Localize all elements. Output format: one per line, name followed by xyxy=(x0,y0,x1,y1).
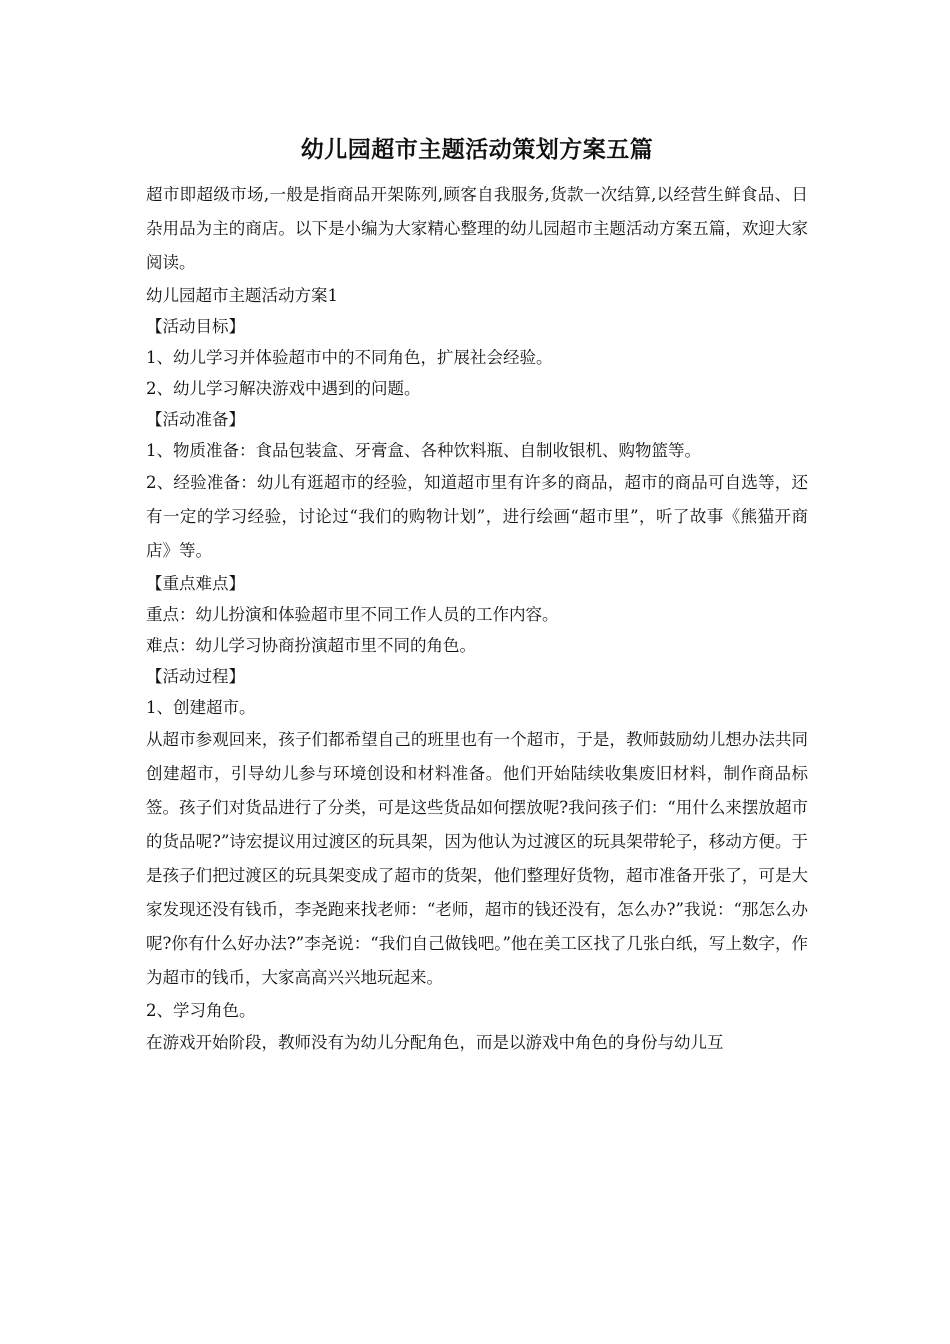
goals-heading: 【活动目标】 xyxy=(146,317,245,336)
process-heading: 【活动过程】 xyxy=(146,667,245,686)
key-points-heading: 【重点难点】 xyxy=(146,574,245,593)
preparation-item-2: 2、经验准备：幼儿有逛超市的经验，知道超市里有许多的商品，超市的商品可自选等，还有一定的学习经验，讨论过“我们的购物计划”，进行绘画“超市里”，听了故事《熊猫开商店》等。 xyxy=(146,473,808,560)
step-1-title: 1、创建超市。 xyxy=(146,698,256,717)
goal-item-2: 2、幼儿学习解决游戏中遇到的问题。 xyxy=(146,379,421,398)
plan-1-title: 幼儿园超市主题活动方案1 xyxy=(146,286,338,305)
difficult-point: 难点：幼儿学习协商扮演超市里不同的角色。 xyxy=(146,636,476,655)
document-page xyxy=(146,130,808,1060)
key-point: 重点：幼儿扮演和体验超市里不同工作人员的工作内容。 xyxy=(146,605,559,624)
step-2-body: 在游戏开始阶段，教师没有为幼儿分配角色，而是以游戏中角色的身份与幼儿互 xyxy=(146,1033,724,1052)
intro-paragraph: 超市即超级市场,一般是指商品开架陈列,顾客自我服务,货款一次结算,以经营生鲜食品、日杂用品为主的商店。以下是小编为大家精心整理的幼儿园超市主题活动方案五篇，欢迎大家阅读。 xyxy=(146,185,808,272)
document-title: 幼儿园超市主题活动策划方案五篇 xyxy=(300,136,654,163)
goal-item-1: 1、幼儿学习并体验超市中的不同角色，扩展社会经验。 xyxy=(146,348,553,367)
step-1-body: 从超市参观回来，孩子们都希望自己的班里也有一个超市，于是，教师鼓励幼儿想办法共同创建超市，引导幼儿参与环境创设和材料准备。他们开始陆续收集废旧材料，制作商品标签。孩子们对货品进行了分类，可是这些货品如何摆放呢?我问孩子们：“用什么来摆放超市的货品呢?”诗宏提议用过渡区的玩具架，因为他认为过渡区的玩具架带轮子，移动方便。于是孩子们把过渡区的玩具架变成了超市的货架，他们整理好货物，超市准备开张了，可是大家发现还没有钱币，李尧跑来找老师：“老师，超市的钱还没有，怎么办?”我说：“那怎么办呢?你有什么好办法?”李尧说：“我们自己做钱吧。”他在美工区找了几张白纸，写上数字，作为超市的钱币，大家高高兴兴地玩起来。 xyxy=(146,730,808,987)
preparation-heading: 【活动准备】 xyxy=(146,410,245,429)
step-2-title: 2、学习角色。 xyxy=(146,1001,256,1020)
preparation-item-1: 1、物质准备：食品包装盒、牙膏盒、各种饮料瓶、自制收银机、购物篮等。 xyxy=(146,441,701,460)
